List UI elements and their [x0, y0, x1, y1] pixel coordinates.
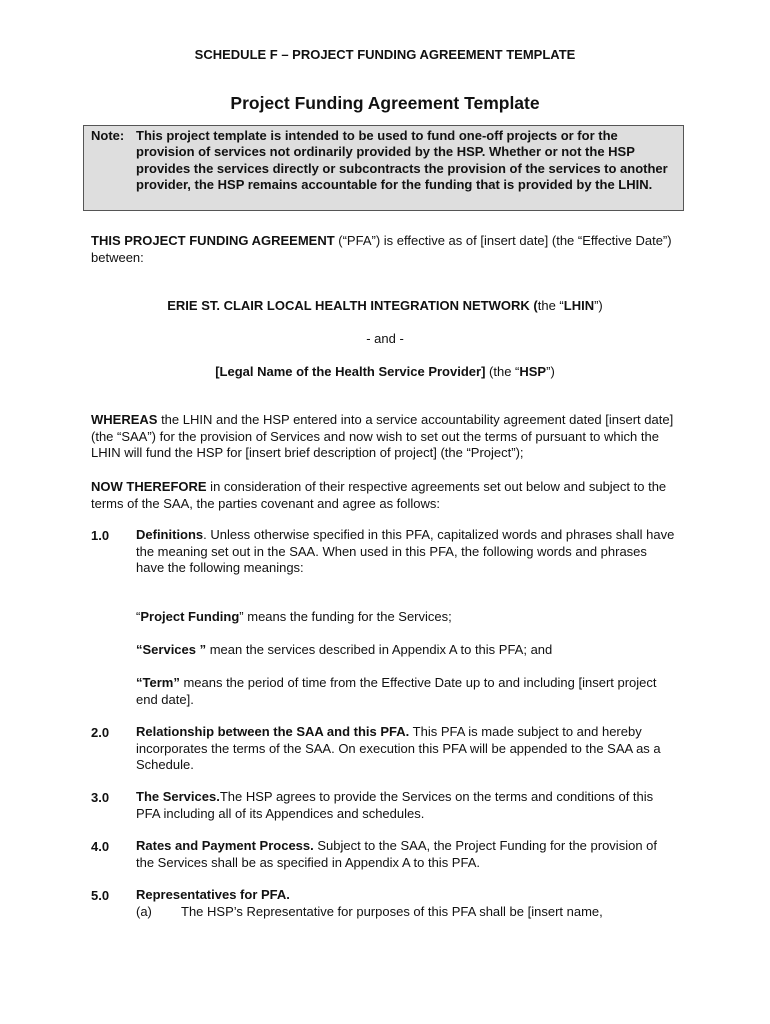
- intro-paragraph: [91, 233, 681, 266]
- definition-services: [136, 642, 676, 659]
- now-therefore-paragraph: [91, 479, 681, 512]
- whereas-paragraph: [91, 412, 681, 462]
- section-5a-label: (a): [136, 904, 152, 919]
- definition-term-services: “Services ”: [136, 642, 207, 657]
- section-1-body: [136, 527, 676, 577]
- definition-text-term: means the period of time from the Effective Date up to and including [insert project end date].: [136, 675, 657, 707]
- party-hsp-name: [Legal Name of the Health Service Provider]: [215, 364, 486, 379]
- section-4-text: Subject to the SAA, the Project Funding for the provision of the Services shall be as specified in Appendix A to this PFA.: [136, 838, 657, 870]
- note-text: This project template is intended to be used to fund one-off projects or for the provision of services not ordinarily provided by the HSP. Whether or not the HSP provides the services directly or subcontracts the provision of the services to another provider, the HSP remains accountable for the funding that is provided by the LHIN.: [136, 128, 668, 193]
- party-hsp-end: ”): [546, 364, 555, 379]
- definition-open-quote: “: [136, 609, 141, 624]
- section-5-number: 5.0: [91, 888, 110, 903]
- section-1-heading: Definitions: [136, 527, 204, 542]
- note-box: [83, 125, 684, 211]
- definition-text-services: mean the services described in Appendix A to this PFA; and: [206, 642, 553, 657]
- party-lhin-abbr: LHIN: [563, 298, 595, 313]
- section-2-text: This PFA is made subject to and hereby incorporates the terms of the SAA. On execution this PFA will be appended to the SAA as a Schedule.: [136, 724, 661, 773]
- definition-term: [136, 675, 676, 708]
- section-1-number: 1.0: [91, 528, 110, 543]
- definition-project-funding: [136, 609, 676, 626]
- section-4-body: [136, 838, 676, 871]
- section-5-heading-row: [136, 887, 676, 904]
- document-title: Project Funding Agreement Template: [230, 93, 540, 113]
- schedule-title: SCHEDULE F – PROJECT FUNDING AGREEMENT TEMPLATE: [194, 47, 576, 62]
- section-2-number: 2.0: [91, 725, 110, 740]
- party-hsp: [0, 364, 770, 381]
- party-hsp-mid: (the “: [485, 364, 520, 379]
- note-label: Note:: [91, 128, 125, 143]
- party-lhin-name: ERIE ST. CLAIR LOCAL HEALTH INTEGRATION NETWORK (: [167, 298, 538, 313]
- whereas-text: the LHIN and the HSP entered into a service accountability agreement dated [insert date] (the “SAA”) for the provision of Services and now wish to set out the terms of pursuant to which the LHIN will fund the HSP for [insert brief description of project] (the “Project”);: [91, 412, 674, 461]
- definition-text-project-funding: ” means the funding for the Services;: [239, 609, 452, 624]
- section-3-body: [136, 789, 676, 822]
- party-lhin: [0, 298, 770, 315]
- party-lhin-end: ”): [594, 298, 603, 313]
- intro-text: (“PFA”) is effective as of [insert date] (the “Effective Date”) between:: [91, 233, 672, 265]
- section-3-text: The HSP agrees to provide the Services on the terms and conditions of this PFA including all of its Appendices and schedules.: [136, 789, 654, 821]
- section-4-number: 4.0: [91, 839, 110, 854]
- section-2-body: [136, 724, 676, 774]
- section-1-text: . Unless otherwise specified in this PFA, capitalized words and phrases shall have the meaning set out in the SAA. When used in this PFA, the following words and phrases have the following meanings:: [136, 527, 675, 576]
- and-separator: - and -: [366, 331, 404, 346]
- section-5-heading: Representatives for PFA.: [136, 887, 290, 902]
- section-4-heading: Rates and Payment Process.: [136, 838, 314, 853]
- intro-bold: THIS PROJECT FUNDING AGREEMENT: [91, 233, 335, 248]
- section-2-heading: Relationship between the SAA and this PFA.: [136, 724, 410, 739]
- party-hsp-abbr: HSP: [519, 364, 547, 379]
- whereas-bold: WHEREAS: [91, 412, 158, 427]
- definition-term-term: “Term”: [136, 675, 180, 690]
- section-3-heading: The Services.: [136, 789, 220, 804]
- now-therefore-bold: NOW THEREFORE: [91, 479, 207, 494]
- now-therefore-text: in consideration of their respective agreements set out below and subject to the terms of the SAA, the parties covenant and agree as follows:: [91, 479, 667, 511]
- party-lhin-mid: the “: [537, 298, 564, 313]
- section-5a-text: The HSP’s Representative for purposes of this PFA shall be [insert name,: [181, 904, 603, 919]
- section-3-number: 3.0: [91, 790, 110, 805]
- definition-term-project-funding: Project Funding: [140, 609, 240, 624]
